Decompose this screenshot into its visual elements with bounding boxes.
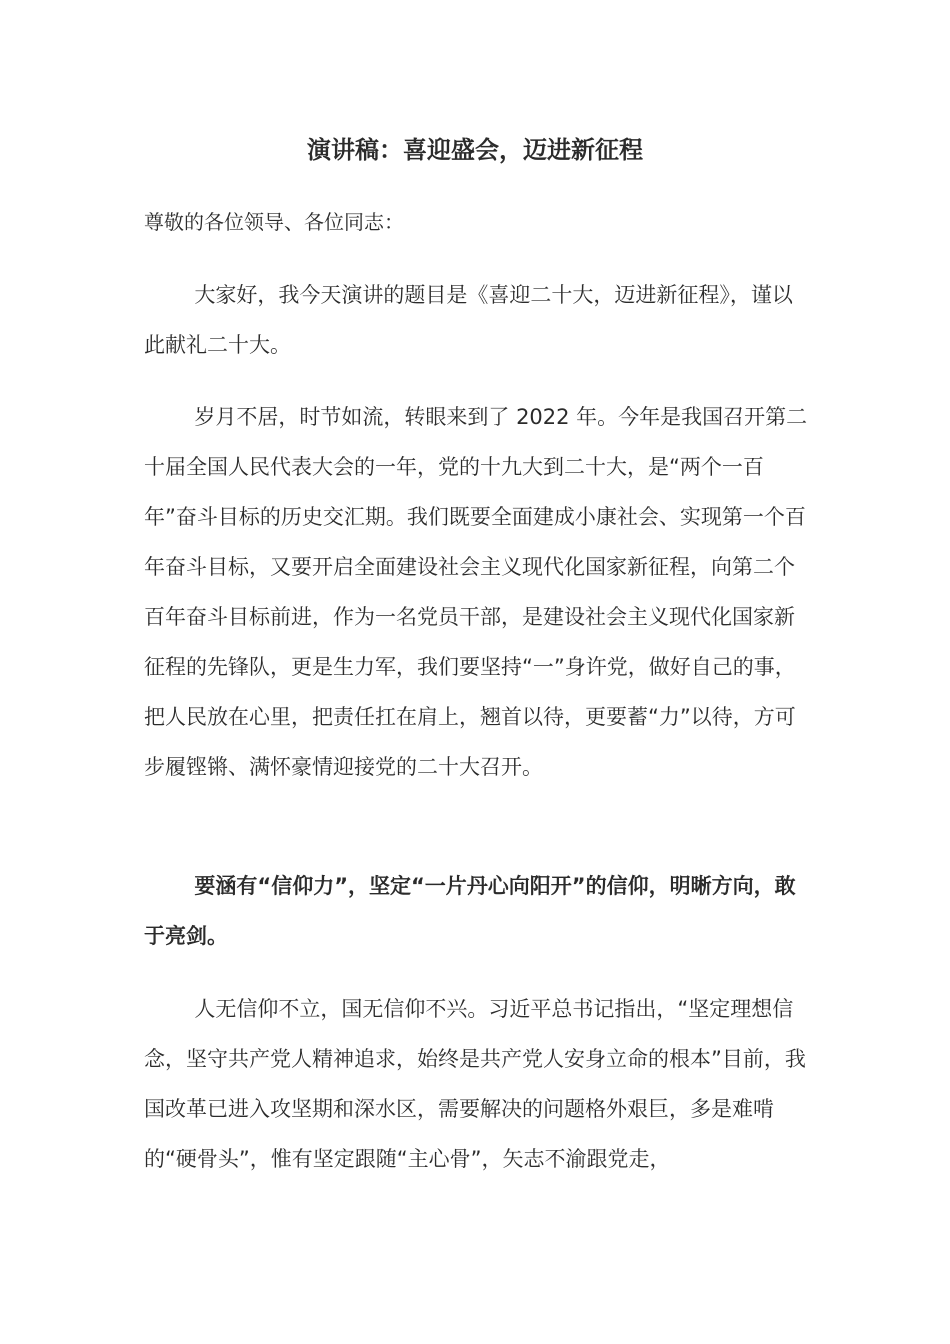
paragraph-faith-body: 人无信仰不立，国无信仰不兴。习近平总书记指出，“坚定理想信念，坚守共产党人精神追求，始终是共产党人安身立命的根本”目前，我国改革已进入攻坚期和深水区，需要解决的问题格外艰巨，多是难啃的“硬骨头”，惟有坚定跟随“主心骨”，矢志不渝跟党走， [144,997,806,1171]
paragraph-intro: 大家好，我今天演讲的题目是《喜迎二十大，迈进新征程》，谨以此献礼二十大。 [144,283,793,357]
salutation: 尊敬的各位领导、各位同志： [144,210,404,234]
document-title: 演讲稿：喜迎盛会，迈进新征程 [307,136,643,164]
paragraph-heading-faith: 要涵有“信仰力”，坚定“一片丹心向阳开”的信仰，明晰方向，敢于亮剑。 [144,874,796,948]
paragraph-background: 岁月不居，时节如流，转眼来到了 2022 年。今年是我国召开第二十届全国人民代表大会的一年，党的十九大到二十大，是“两个一百年”奋斗目标的历史交汇期。我们既要全面建成小康社会、实现第一个百年奋斗目标，又要开启全面建设社会主义现代化国家新征程，向第二个百年奋斗目标前进，作为一名党员干部，是建设社会主义现代化国家新征程的先锋队，更是生力军，我们要坚持“一”身许党，做好自己的事，把人民放在心里，把责任扛在肩上，翘首以待，更要蓄“力”以待，方可步履铿锵、满怀豪情迎接党的二十大召开。 [144,405,808,779]
